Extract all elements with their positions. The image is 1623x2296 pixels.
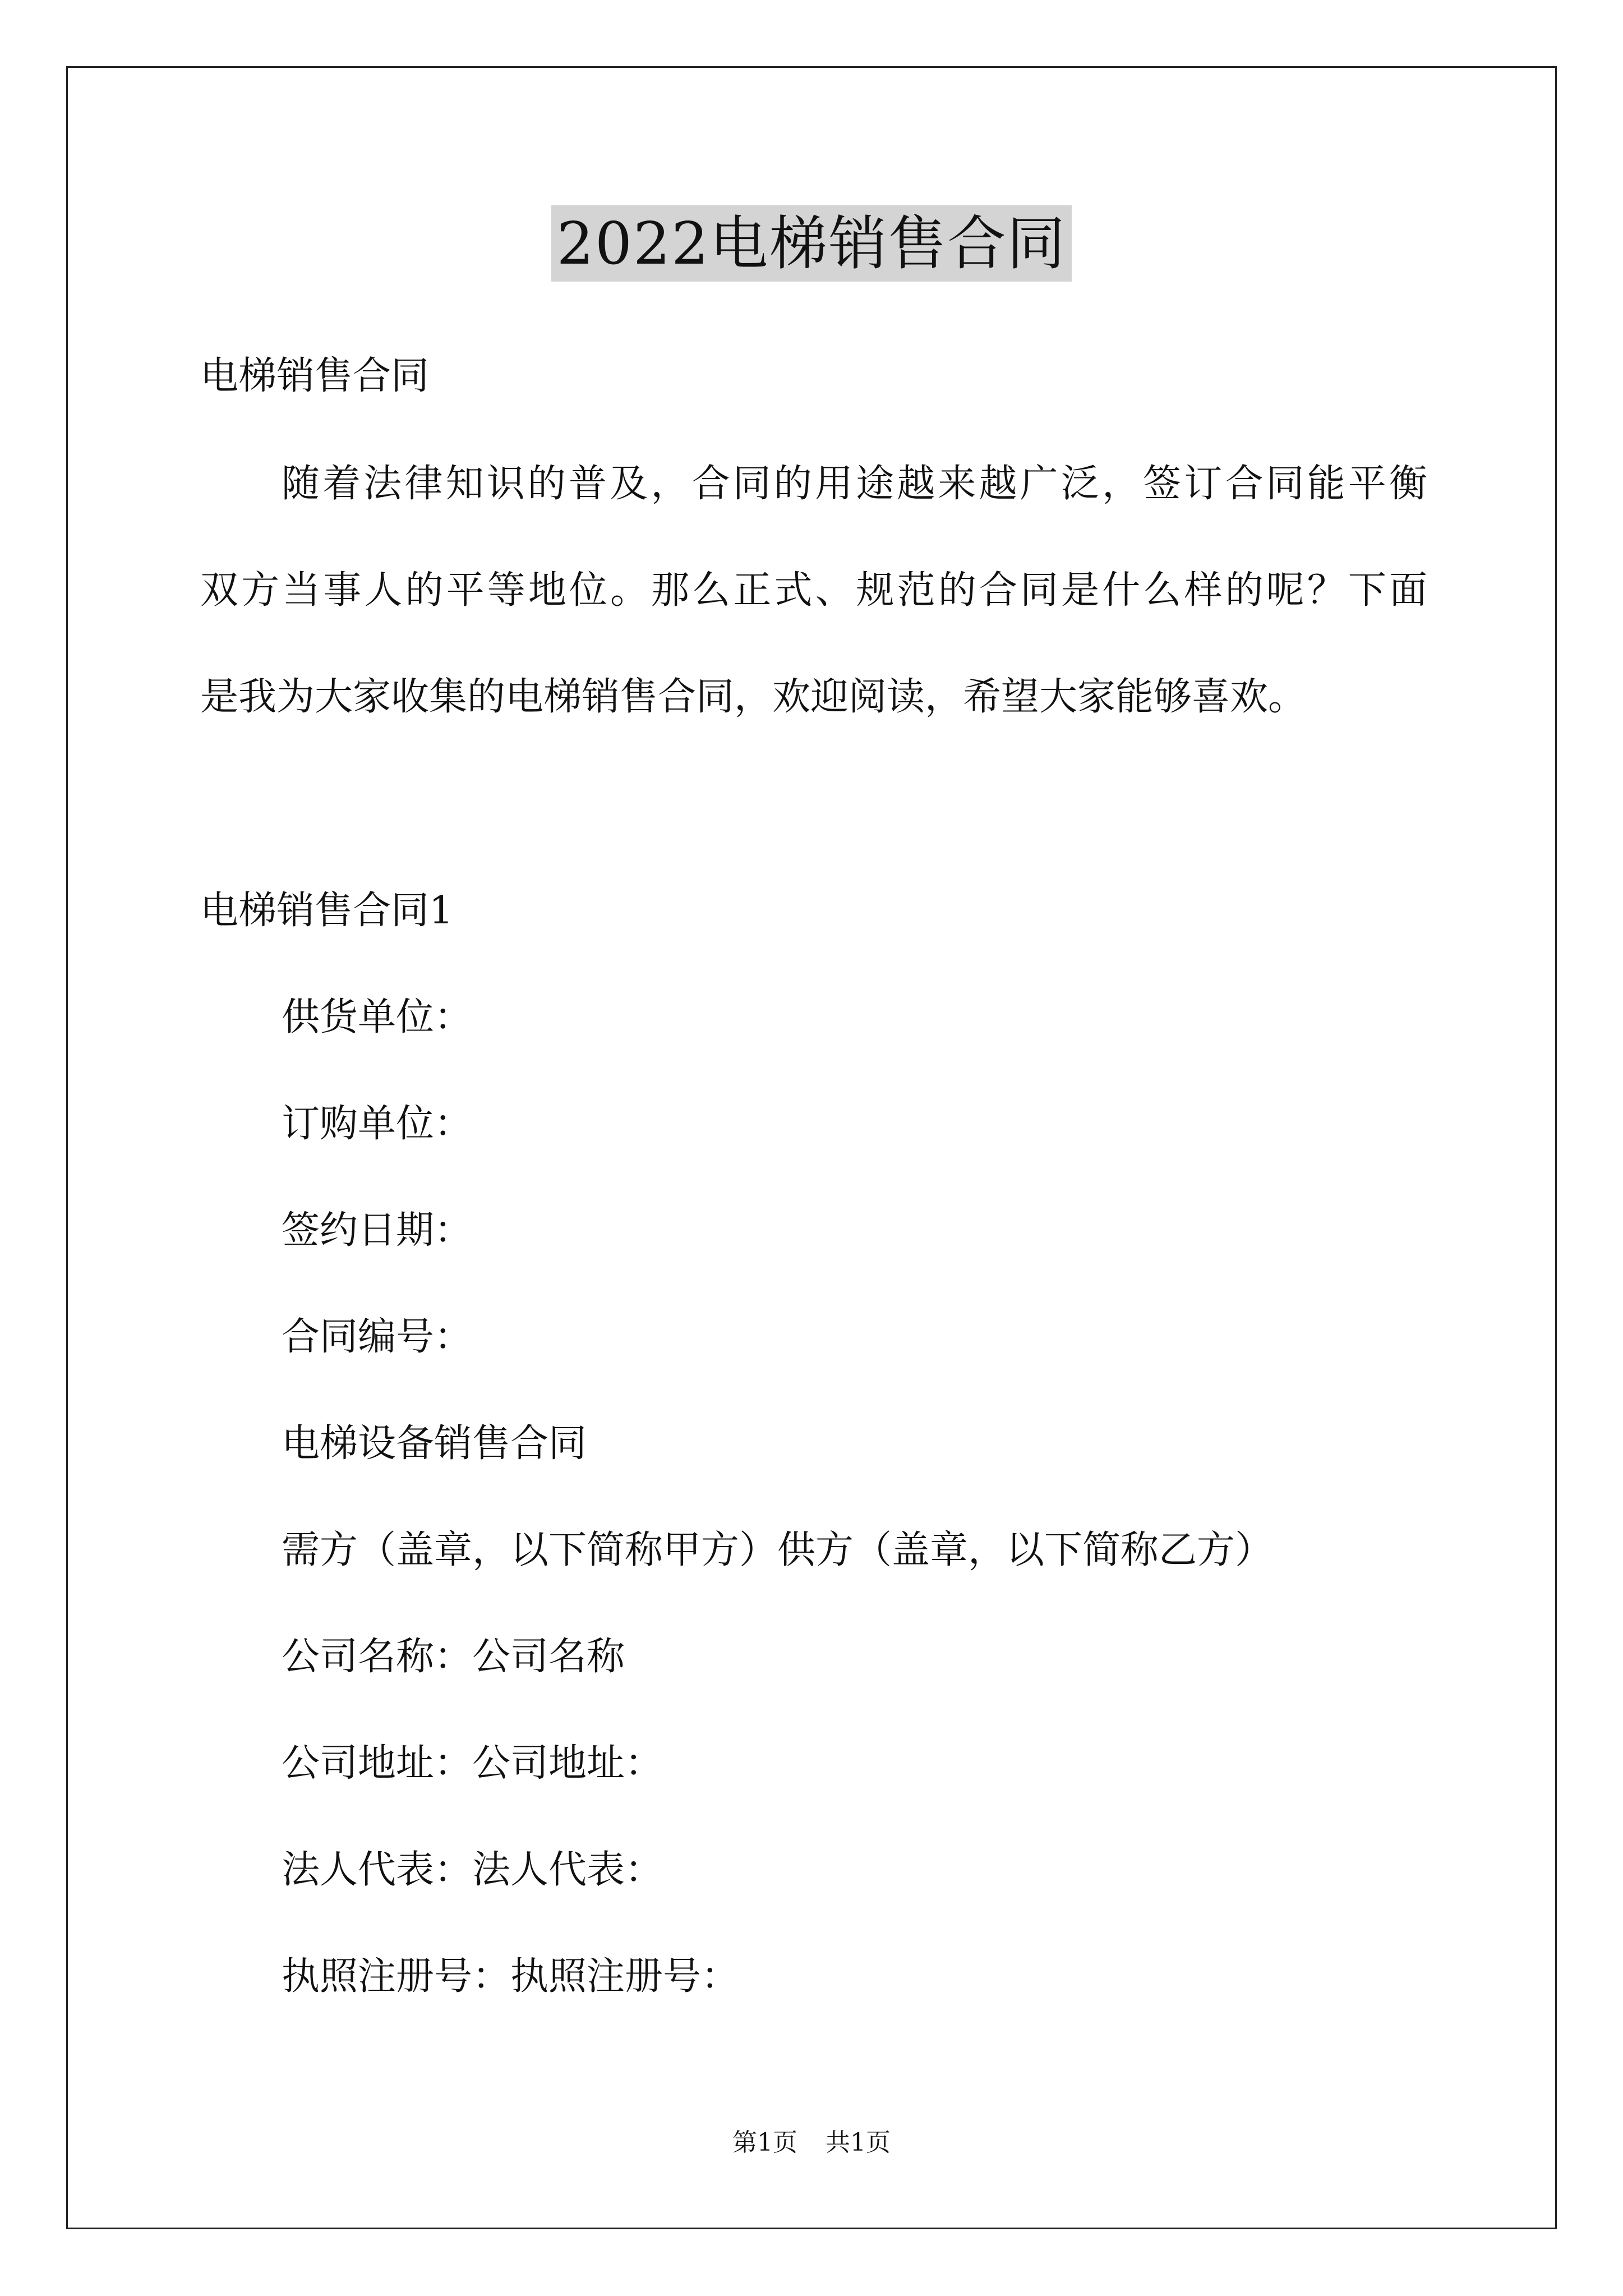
field-supplier: 供货单位：	[282, 995, 473, 1039]
field-company-address: 公司地址：公司地址：	[282, 1741, 663, 1786]
section-heading: 电梯销售合同1	[200, 889, 454, 933]
contract-name: 电梯设备销售合同	[282, 1421, 587, 1466]
title-container	[0, 205, 1623, 282]
page-number-current: 第1页	[732, 2128, 797, 2157]
page-number-total: 共1页	[826, 2128, 891, 2157]
intro-line-2: 双方当事人的平等地位。那么正式、规范的合同是什么样的呢？下面	[200, 568, 1427, 613]
field-purchaser: 订购单位：	[282, 1102, 473, 1146]
intro-line-1: 随着法律知识的普及，合同的用途越来越广泛，签订合同能平衡	[282, 462, 1427, 506]
field-signing-date: 签约日期：	[282, 1208, 473, 1253]
field-license-number: 执照注册号：执照注册号：	[282, 1954, 740, 1999]
parties-line: 需方（盖章，以下简称甲方）供方（盖章，以下简称乙方）	[282, 1528, 1274, 1572]
document-subtitle: 电梯销售合同	[200, 354, 430, 398]
document-title: 2022电梯销售合同	[551, 205, 1072, 282]
field-company-name: 公司名称：公司名称	[282, 1635, 625, 1679]
page-footer	[0, 2126, 1623, 2160]
field-legal-rep: 法人代表：法人代表：	[282, 1848, 663, 1892]
field-contract-number: 合同编号：	[282, 1315, 473, 1359]
intro-line-3: 是我为大家收集的电梯销售合同，欢迎阅读，希望大家能够喜欢。	[200, 675, 1307, 719]
